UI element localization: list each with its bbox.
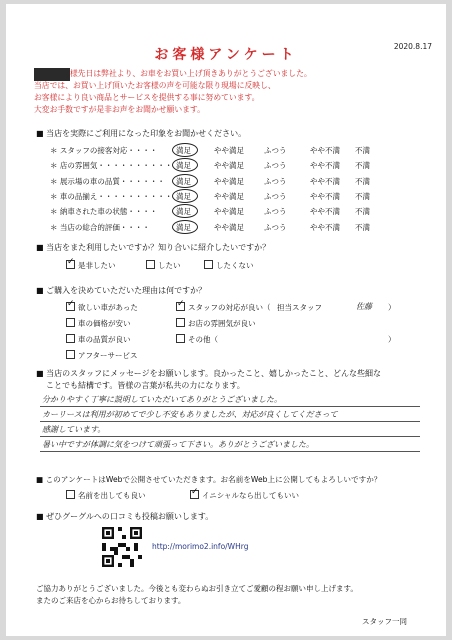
- rating-option[interactable]: やや不満: [310, 176, 340, 186]
- intro-line-4: 大変お手数ですが是非お声をお聞かせ願います。: [34, 105, 205, 114]
- selected-circle: [172, 220, 198, 234]
- footer-line-2: またのご来店を心からお待ちしております。: [36, 596, 186, 605]
- rating-option[interactable]: ふつう: [264, 161, 287, 171]
- q4-question-line-2: ことでも結構です。皆様の言葉が私共の力になります。: [46, 381, 245, 390]
- q3-label: 車の品質が良い: [78, 335, 131, 344]
- staff-name: 佐藤: [356, 302, 372, 311]
- rating-option[interactable]: やや満足: [214, 146, 244, 155]
- q3-option-quality[interactable]: [66, 334, 131, 345]
- checkbox[interactable]: [66, 490, 75, 499]
- rating-option[interactable]: やや不満: [310, 222, 340, 232]
- rating-option[interactable]: 不満: [355, 176, 370, 186]
- rating-row-label: ＊ 納車された車の状態・・・・: [50, 207, 158, 217]
- answer-rule: [40, 406, 420, 407]
- rating-option[interactable]: 不満: [355, 191, 370, 201]
- selected-circle: [172, 189, 198, 203]
- rating-option[interactable]: 不満: [355, 222, 370, 232]
- q2-option-1[interactable]: [66, 260, 116, 271]
- rating-option[interactable]: 満足: [176, 191, 191, 201]
- rating-option[interactable]: 満足: [176, 146, 191, 155]
- page-title: お客様アンケート: [154, 47, 298, 63]
- q6-question: ■ ぜひグーグルへの口コミも投稿お願いします。: [36, 512, 214, 521]
- checkbox[interactable]: [146, 260, 155, 269]
- rating-row-label: ＊ 店の雰囲気・・・・・・・・・・: [50, 161, 173, 171]
- q2-question: ■ 当店をまた利用したいですか？知り合いに紹介したいですか？: [36, 243, 271, 252]
- rating-option[interactable]: ふつう: [264, 191, 287, 201]
- q2-option-3-label: したくない: [216, 261, 254, 270]
- q3-label: 車の価格が安い: [78, 319, 131, 328]
- q3-label: スタッフの対応が良い（: [188, 303, 271, 312]
- answer-rule: [40, 436, 420, 437]
- close-paren: ）: [388, 303, 396, 312]
- rating-option[interactable]: 満足: [176, 176, 191, 186]
- q3-label: その他（: [188, 335, 218, 344]
- intro-line-3: お客様により良い商品とサービスを提供する事に努めています。: [34, 93, 260, 102]
- footer-sign: スタッフ一同: [362, 617, 407, 626]
- rating-option[interactable]: 不満: [355, 146, 370, 155]
- q5-label: イニシャルなら出してもいい: [202, 491, 300, 500]
- q2-option-2-label: したい: [158, 261, 181, 270]
- checkbox[interactable]: [176, 334, 185, 343]
- intro-line-1: 様先日は弊社より、お車をお買い上げ頂きありがとうございました。: [70, 69, 312, 78]
- q3-option-after-service[interactable]: [66, 350, 137, 361]
- checkbox-checked[interactable]: [190, 490, 199, 499]
- close-paren-other: ）: [388, 335, 396, 344]
- google-review-link[interactable]: http://morimo2.info/WHrg: [152, 542, 249, 551]
- rating-option[interactable]: やや満足: [214, 161, 244, 171]
- q3-option-want-car[interactable]: [66, 302, 138, 313]
- answer-line-3: 感謝しています。: [42, 425, 106, 434]
- selected-circle: [172, 174, 198, 188]
- checkbox-checked[interactable]: [176, 302, 185, 311]
- rating-option[interactable]: やや満足: [214, 191, 244, 201]
- q5-option-name[interactable]: [66, 490, 146, 501]
- q5-option-initials[interactable]: [190, 490, 299, 501]
- rating-option[interactable]: ふつう: [264, 176, 287, 186]
- footer-line-1: ご協力ありがとうございました。今後とも変わらぬお引き立てご愛顧の程お願い申し上げます。: [36, 584, 358, 593]
- rating-option[interactable]: やや不満: [310, 161, 340, 171]
- answer-rule: [40, 451, 420, 452]
- selected-circle: [172, 143, 198, 157]
- q5-question: ■ このアンケートはWebで公開させていただきます。お名前をWeb上に公開してもよろしいですか？: [36, 475, 382, 484]
- selected-circle: [172, 158, 198, 172]
- answer-rule: [40, 421, 420, 422]
- rating-row-label: ＊ 当店の総合的評価・・・・: [50, 222, 150, 232]
- checkbox-checked[interactable]: [66, 260, 75, 269]
- q3-label: お店の雰囲気が良い: [188, 319, 256, 328]
- q3-option-staff[interactable]: [176, 302, 271, 313]
- q4-question-line-1: ■ 当店のスタッフにメッセージをお願いします。良かったこと、嬉しかったこと、どんな些細な: [36, 369, 381, 378]
- checkbox[interactable]: [204, 260, 213, 269]
- q5-label: 名前を出しても良い: [78, 491, 146, 500]
- q3-question: ■ ご購入を決めていただいた理由は何ですか？: [36, 286, 207, 295]
- rating-option[interactable]: やや不満: [310, 146, 340, 155]
- q2-option-2[interactable]: [146, 260, 181, 271]
- rating-option[interactable]: 満足: [176, 207, 191, 217]
- q3-label: 欲しい車があった: [78, 303, 138, 312]
- survey-sheet: [6, 4, 446, 636]
- rating-option[interactable]: 不満: [355, 161, 370, 171]
- answer-line-4: 暑い中ですが体調に気をつけて頑張って下さい。ありがとうございました。: [42, 440, 314, 449]
- answer-line-2: カーリースは利用が初めてで少し不安もありましたが、対応が良くしてくださって: [42, 410, 338, 419]
- checkbox[interactable]: [66, 350, 75, 359]
- answer-line-1: 分かりやすく丁寧に説明していただいてありがとうございました。: [42, 395, 282, 404]
- checkbox[interactable]: [66, 318, 75, 327]
- checkbox[interactable]: [176, 318, 185, 327]
- rating-option[interactable]: 満足: [176, 161, 191, 171]
- rating-option[interactable]: ふつう: [264, 207, 287, 217]
- checkbox-checked[interactable]: [66, 302, 75, 311]
- rating-row-label: ＊ スタッフの接客対応・・・・: [50, 146, 158, 155]
- q3-option-atmosphere[interactable]: [176, 318, 256, 329]
- q3-option-price[interactable]: [66, 318, 131, 329]
- rating-option[interactable]: ふつう: [264, 222, 287, 232]
- selected-circle: [172, 204, 198, 218]
- intro-line-2: 当店では、お買い上げ頂いたお客様の声を可能な限り現場に反映し、: [34, 81, 276, 90]
- rating-row-label: ＊ 展示場の車の品質・・・・・・: [50, 176, 165, 186]
- date: 2020.8.17: [393, 42, 432, 51]
- rating-option[interactable]: ふつう: [264, 146, 287, 155]
- checkbox[interactable]: [66, 334, 75, 343]
- q1-question: ■ 当店を実際にご利用になった印象をお聞かせください。: [36, 129, 247, 138]
- rating-option[interactable]: やや満足: [214, 176, 244, 186]
- rating-option[interactable]: 満足: [176, 222, 191, 232]
- rating-option[interactable]: やや満足: [214, 207, 244, 217]
- rating-row-label: ＊ 車の品揃え・・・・・・・・・・: [50, 191, 173, 201]
- rating-option[interactable]: やや不満: [310, 191, 340, 201]
- q2-option-1-label: 是非したい: [78, 261, 116, 270]
- q3-option-other[interactable]: [176, 334, 218, 345]
- rating-option[interactable]: やや不満: [310, 207, 340, 217]
- rating-option[interactable]: 不満: [355, 207, 370, 217]
- q2-option-3[interactable]: [204, 260, 254, 271]
- rating-option[interactable]: やや満足: [214, 222, 244, 232]
- qr-code[interactable]: [102, 527, 142, 567]
- staff-label: 担当スタッフ: [277, 303, 322, 312]
- q3-label: アフターサービス: [78, 351, 138, 360]
